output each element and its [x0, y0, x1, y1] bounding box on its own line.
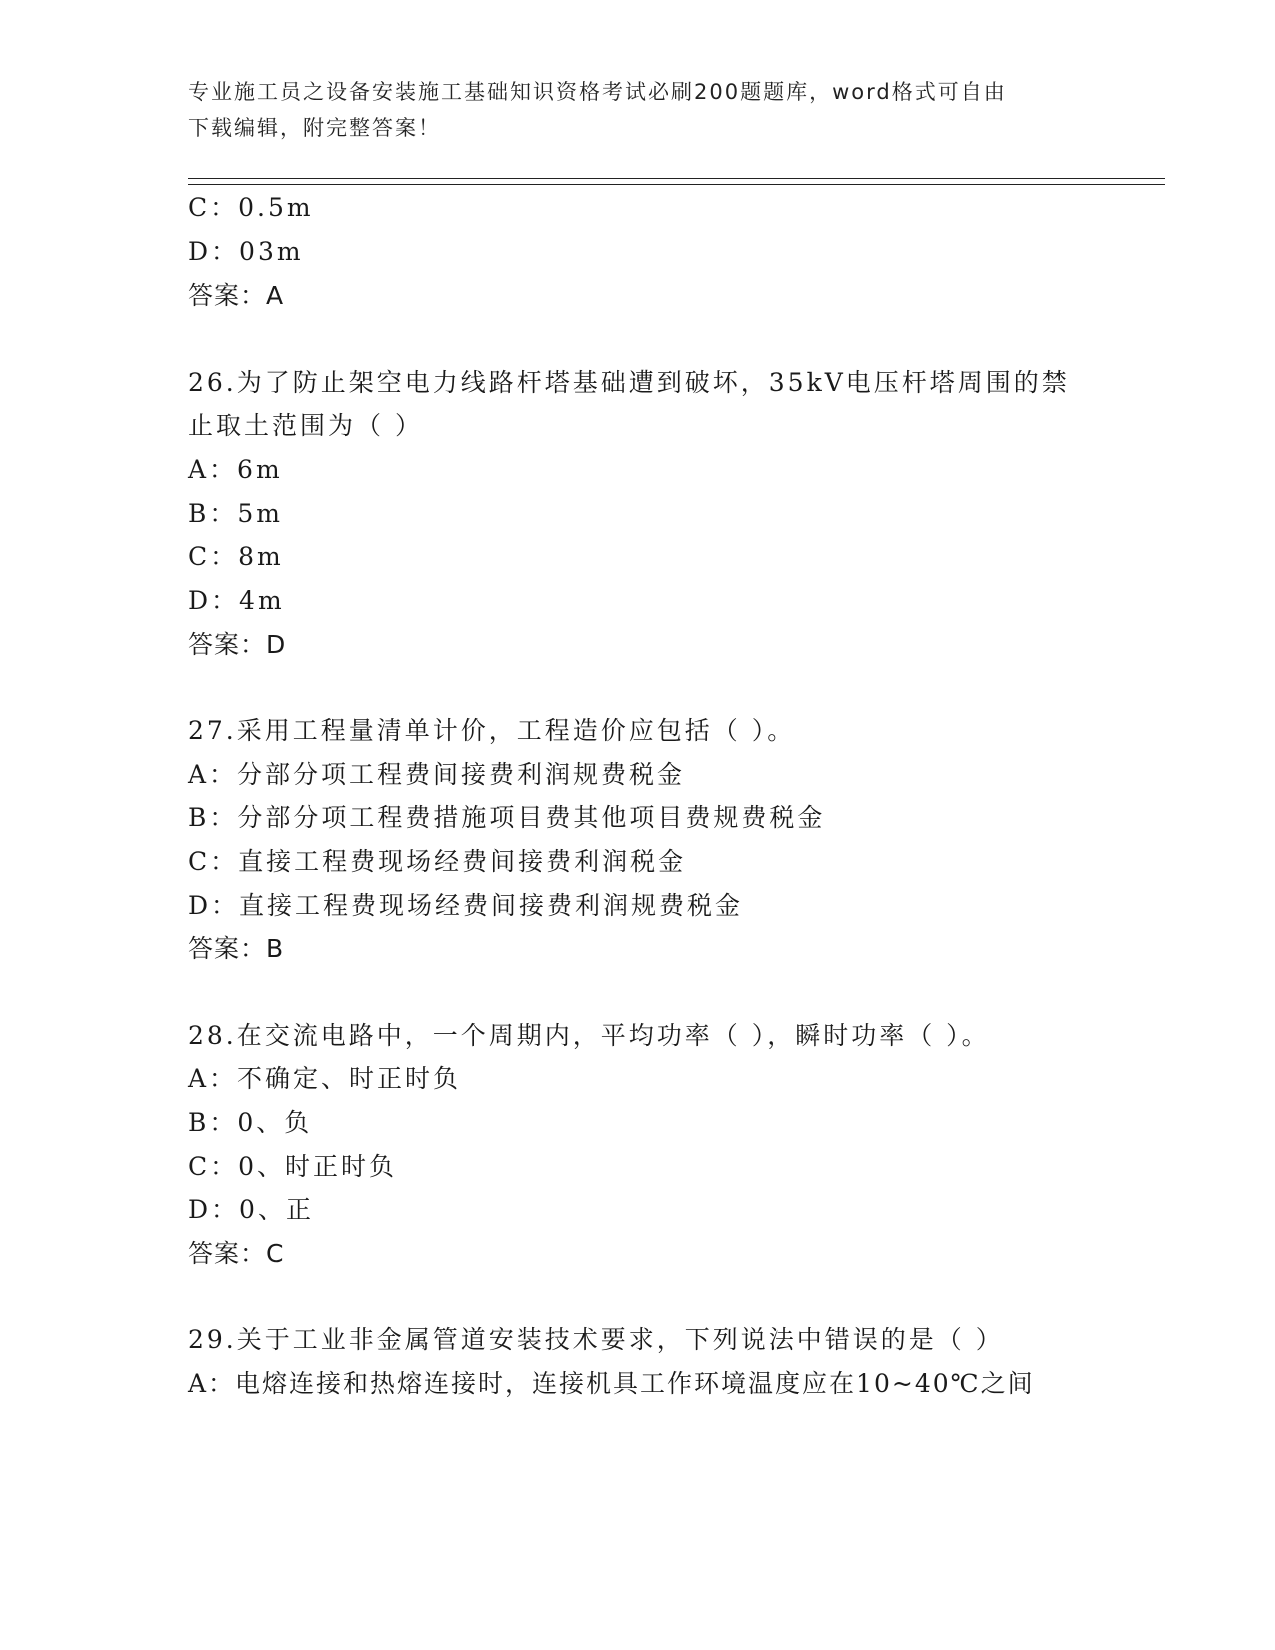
question-26-option-c: C：8m	[188, 542, 284, 571]
question-26-option-b: B：5m	[188, 499, 283, 528]
header-line-2: 下载编辑，附完整答案！	[188, 116, 441, 140]
question-27-option-b: B：分部分项工程费措施项目费其他项目费规费税金	[188, 803, 826, 832]
question-26-text-line-2: 止取土范围为（ ）	[188, 411, 423, 440]
question-27-answer: 答案：B	[188, 934, 285, 963]
question-28-option-b: B：0、负	[188, 1108, 313, 1137]
question-29-text: 29.关于工业非金属管道安装技术要求，下列说法中错误的是（ ）	[188, 1325, 1004, 1354]
question-27-text: 27.采用工程量清单计价，工程造价应包括（ ）。	[188, 716, 796, 745]
question-29-option-a: A：电熔连接和热熔连接时，连接机具工作环境温度应在10~40℃之间	[188, 1369, 1035, 1398]
question-27-option-a: A：分部分项工程费间接费利润规费税金	[188, 760, 686, 789]
question-26-option-a: A：6m	[188, 455, 283, 484]
question-26-text-line-1: 26.为了防止架空电力线路杆塔基础遭到破坏，35kV电压杆塔周围的禁	[188, 368, 1070, 397]
question-28-option-c: C：0、时正时负	[188, 1152, 398, 1181]
question-27-option-d: D：直接工程费现场经费间接费利润规费税金	[188, 891, 744, 920]
question-28-option-a: A：不确定、时正时负	[188, 1064, 462, 1093]
question-26-answer: 答案：D	[188, 630, 287, 659]
answer: 答案：A	[188, 281, 285, 310]
question-26-option-d: D：4m	[188, 586, 285, 615]
question-27-option-c: C：直接工程费现场经费间接费利润税金	[188, 847, 687, 876]
question-28-option-d: D：0、正	[188, 1195, 314, 1224]
question-28-answer: 答案：C	[188, 1239, 285, 1268]
option-d: D：03m	[188, 237, 304, 266]
header-rule-top	[188, 178, 1165, 179]
question-28-text: 28.在交流电路中，一个周期内，平均功率（ ），瞬时功率（ ）。	[188, 1021, 990, 1050]
header-rule-bottom	[188, 184, 1165, 185]
document-header	[188, 74, 1088, 146]
option-c: C：0.5m	[188, 193, 314, 222]
header-line-1: 专业施工员之设备安装施工基础知识资格考试必刷200题题库，word格式可自由	[188, 80, 1007, 104]
